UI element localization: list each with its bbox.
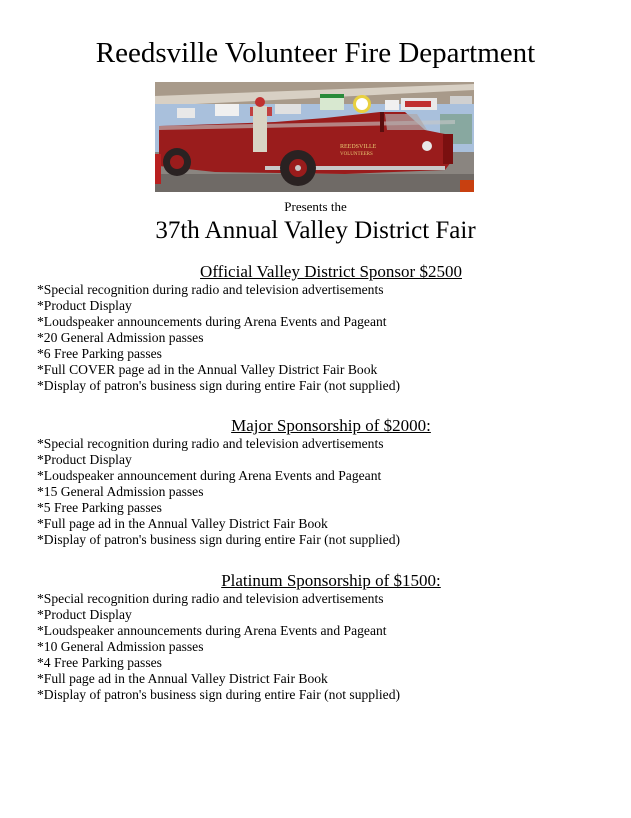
benefit-item: *Display of patron's business sign during entire Fair (not supplied) [37, 378, 401, 393]
benefit-item: *15 General Admission passes [37, 484, 204, 499]
benefits-list [0, 591, 631, 703]
benefit-item: *Product Display [37, 452, 132, 467]
benefit-item: *Special recognition during radio and television advertisements [37, 591, 384, 606]
sponsorship-tier-major [0, 416, 631, 548]
benefit-item: *10 General Admission passes [37, 639, 204, 654]
benefit-item: *Full COVER page ad in the Annual Valley District Fair Book [37, 362, 378, 377]
fire-engine-photo [155, 82, 474, 192]
tier-heading-text: Official Valley District Sponsor $2500 [200, 262, 462, 281]
benefit-item: *Loudspeaker announcement during Arena Events and Pageant [37, 468, 382, 483]
page-title: Reedsville Volunteer Fire Department [95, 37, 536, 69]
benefit-item: *Display of patron's business sign during entire Fair (not supplied) [37, 687, 401, 702]
benefit-item: *Special recognition during radio and television advertisements [37, 282, 384, 297]
benefit-item: *20 General Admission passes [37, 330, 204, 345]
benefits-list [0, 436, 631, 548]
tier-heading [31, 416, 631, 436]
benefit-item: *Loudspeaker announcements during Arena Events and Pageant [37, 623, 387, 638]
tier-heading [31, 571, 631, 591]
benefit-item: *Full page ad in the Annual Valley District Fair Book [37, 516, 328, 531]
benefit-item: *4 Free Parking passes [37, 655, 162, 670]
sponsorship-tier-official [0, 262, 631, 394]
svg-text:VOLUNTEERS: VOLUNTEERS [340, 152, 373, 157]
svg-text:REEDSVILLE: REEDSVILLE [340, 144, 377, 150]
tier-heading [31, 262, 631, 282]
tier-heading-text: Platinum Sponsorship of $1500: [221, 571, 441, 590]
event-title: 37th Annual Valley District Fair [155, 217, 476, 244]
benefit-item: *6 Free Parking passes [37, 346, 162, 361]
benefit-item: *Product Display [37, 298, 132, 313]
benefit-item: *5 Free Parking passes [37, 500, 162, 515]
benefit-item: *Special recognition during radio and television advertisements [37, 436, 384, 451]
benefit-item: *Loudspeaker announcements during Arena Events and Pageant [37, 314, 387, 329]
tier-heading-text: Major Sponsorship of $2000: [231, 416, 431, 435]
benefit-item: *Product Display [37, 607, 132, 622]
presents-text: Presents the [284, 199, 347, 214]
sponsorship-tier-platinum [0, 571, 631, 703]
benefits-list [0, 282, 631, 394]
benefit-item: *Full page ad in the Annual Valley District Fair Book [37, 671, 328, 686]
fire-engine-image [155, 82, 474, 192]
benefit-item: *Display of patron's business sign during entire Fair (not supplied) [37, 532, 401, 547]
